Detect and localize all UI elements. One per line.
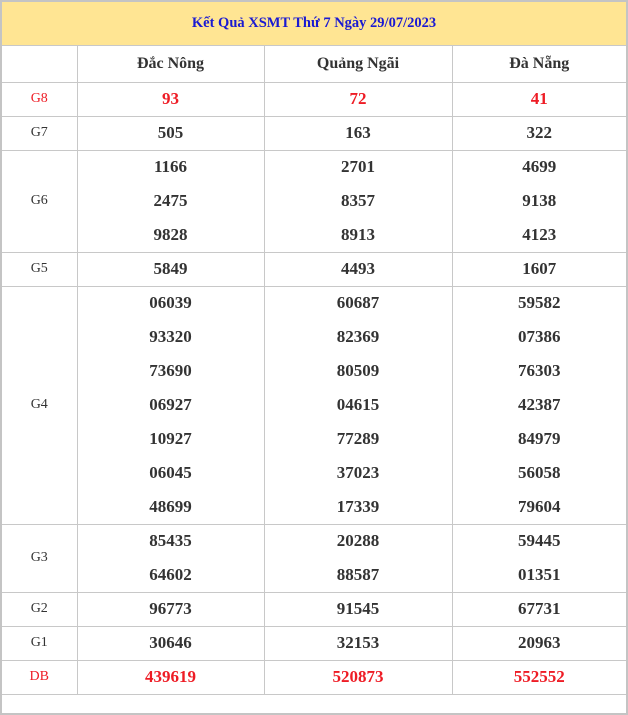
prize-header xyxy=(2,46,77,82)
result-number: 30646 xyxy=(77,626,264,660)
prize-label: G3 xyxy=(2,524,77,592)
results-title: Kết Quả XSMT Thứ 7 Ngày 29/07/2023 xyxy=(2,2,626,46)
result-number: 93 xyxy=(77,82,264,116)
result-number: 06039 xyxy=(77,286,264,320)
prize-row-g2 xyxy=(2,592,626,626)
result-number: 56058 xyxy=(452,456,626,490)
result-number: 77289 xyxy=(264,422,452,456)
province-header: Đắc Nông xyxy=(77,46,264,82)
prize-label: G1 xyxy=(2,626,77,660)
prize-label: DB xyxy=(2,660,77,694)
prize-row-g5 xyxy=(2,252,626,286)
result-number: 80509 xyxy=(264,354,452,388)
result-number: 93320 xyxy=(77,320,264,354)
result-number: 4493 xyxy=(264,252,452,286)
result-number: 17339 xyxy=(264,490,452,524)
prize-label: G2 xyxy=(2,592,77,626)
result-number: 60687 xyxy=(264,286,452,320)
result-number: 91545 xyxy=(264,592,452,626)
prize-row-g4 xyxy=(2,490,626,524)
province-header: Quảng Ngãi xyxy=(264,46,452,82)
prize-row-g3 xyxy=(2,558,626,592)
result-number: 48699 xyxy=(77,490,264,524)
result-number: 41 xyxy=(452,82,626,116)
result-number: 439619 xyxy=(77,660,264,694)
prize-row-db xyxy=(2,660,626,694)
prize-label: G6 xyxy=(2,150,77,252)
result-number: 20963 xyxy=(452,626,626,660)
prize-row-g4 xyxy=(2,422,626,456)
header-row xyxy=(2,46,626,82)
result-number: 20288 xyxy=(264,524,452,558)
prize-row-g3 xyxy=(2,524,626,558)
result-number: 552552 xyxy=(452,660,626,694)
result-number: 2701 xyxy=(264,150,452,184)
result-number: 85435 xyxy=(77,524,264,558)
prize-row-g7 xyxy=(2,116,626,150)
result-number: 9828 xyxy=(77,218,264,252)
result-number: 73690 xyxy=(77,354,264,388)
result-number: 5849 xyxy=(77,252,264,286)
result-number: 06045 xyxy=(77,456,264,490)
prize-row-g4 xyxy=(2,320,626,354)
result-number: 4123 xyxy=(452,218,626,252)
result-number: 84979 xyxy=(452,422,626,456)
result-number: 1166 xyxy=(77,150,264,184)
result-number: 96773 xyxy=(77,592,264,626)
prize-row-g6 xyxy=(2,150,626,184)
prize-row-g1 xyxy=(2,626,626,660)
result-number: 42387 xyxy=(452,388,626,422)
prize-row-g6 xyxy=(2,218,626,252)
result-number: 505 xyxy=(77,116,264,150)
result-number: 79604 xyxy=(452,490,626,524)
result-number: 163 xyxy=(264,116,452,150)
result-number: 4699 xyxy=(452,150,626,184)
result-number: 37023 xyxy=(264,456,452,490)
province-header: Đà Nẵng xyxy=(452,46,626,82)
prize-row-g4 xyxy=(2,388,626,422)
result-number: 1607 xyxy=(452,252,626,286)
prize-label: G7 xyxy=(2,116,77,150)
result-number: 67731 xyxy=(452,592,626,626)
result-number: 59582 xyxy=(452,286,626,320)
prize-row-g8 xyxy=(2,82,626,116)
result-number: 322 xyxy=(452,116,626,150)
result-number: 59445 xyxy=(452,524,626,558)
result-number: 82369 xyxy=(264,320,452,354)
result-number: 64602 xyxy=(77,558,264,592)
results-table xyxy=(2,46,626,695)
result-number: 9138 xyxy=(452,184,626,218)
result-number: 04615 xyxy=(264,388,452,422)
prize-row-g4 xyxy=(2,286,626,320)
result-number: 88587 xyxy=(264,558,452,592)
result-number: 8357 xyxy=(264,184,452,218)
prize-row-g6 xyxy=(2,184,626,218)
prize-row-g4 xyxy=(2,354,626,388)
result-number: 06927 xyxy=(77,388,264,422)
result-number: 8913 xyxy=(264,218,452,252)
result-number: 2475 xyxy=(77,184,264,218)
prize-label: G5 xyxy=(2,252,77,286)
prize-label: G8 xyxy=(2,82,77,116)
result-number: 32153 xyxy=(264,626,452,660)
result-number: 01351 xyxy=(452,558,626,592)
result-number: 76303 xyxy=(452,354,626,388)
prize-label: G4 xyxy=(2,286,77,524)
result-number: 520873 xyxy=(264,660,452,694)
result-number: 07386 xyxy=(452,320,626,354)
prize-row-g4 xyxy=(2,456,626,490)
result-number: 72 xyxy=(264,82,452,116)
result-number: 10927 xyxy=(77,422,264,456)
